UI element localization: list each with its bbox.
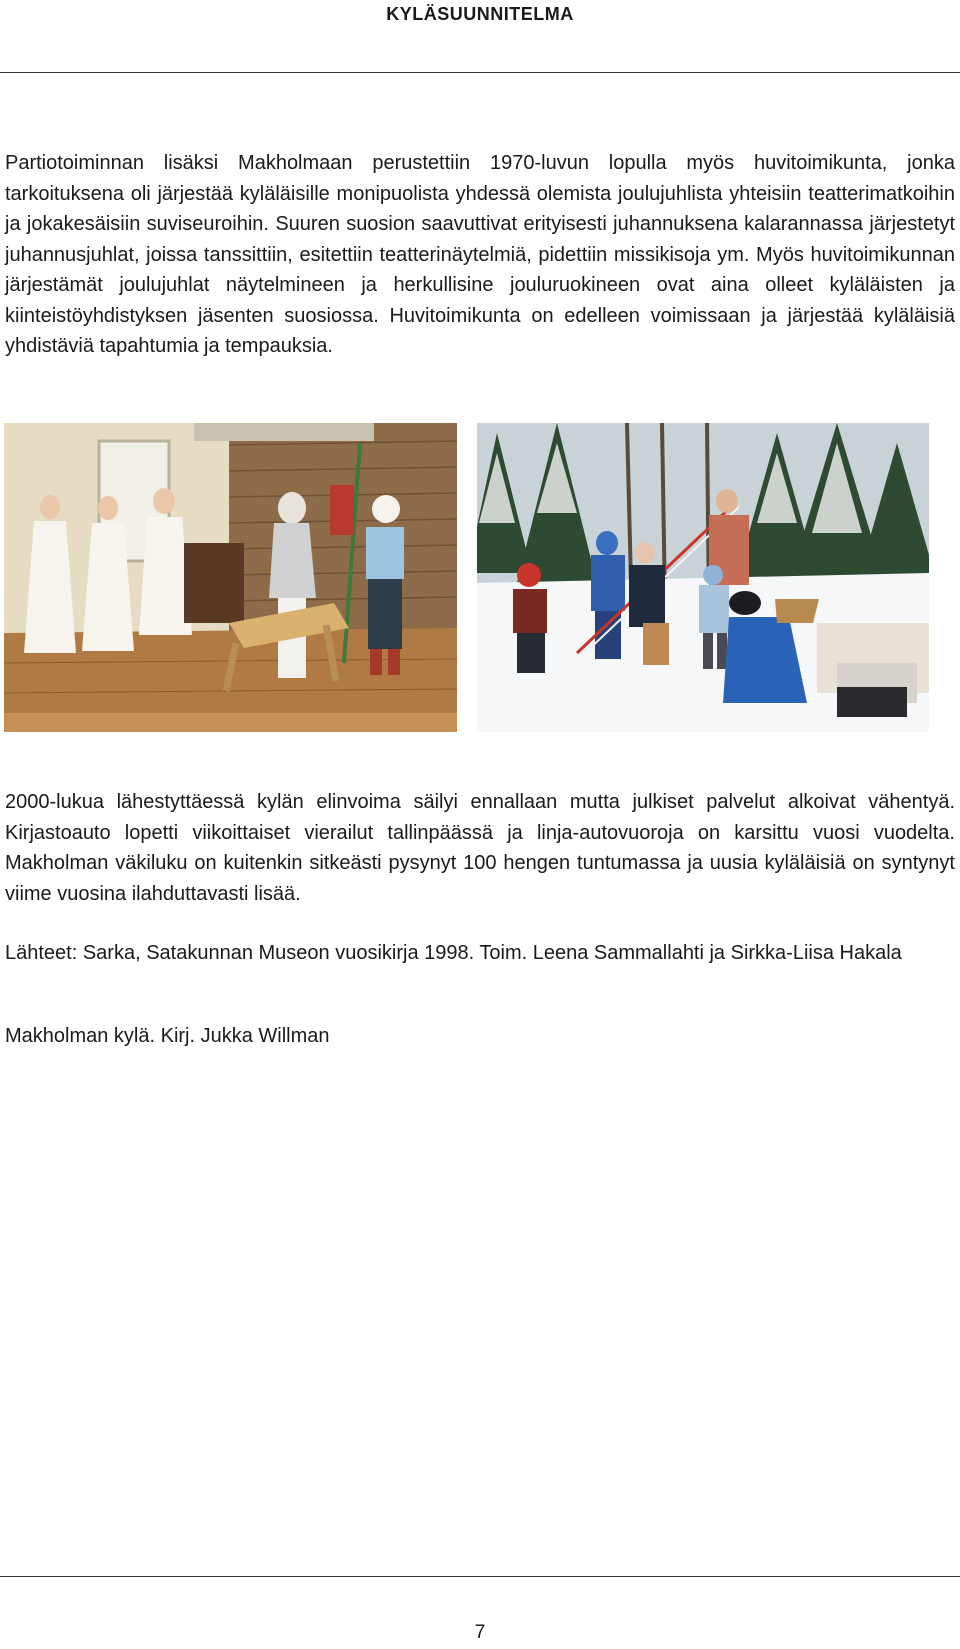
page-number: 7 bbox=[474, 1622, 486, 1643]
footer-divider bbox=[0, 1576, 960, 1577]
sources-line: Lähteet: Sarka, Satakunnan Museon vuosikirja 1998. Toim. Leena Sammallahti ja Sirkka-Liisa Hakala bbox=[5, 942, 902, 964]
photo-christmas-play bbox=[4, 423, 457, 732]
reference-line: Makholman kylä. Kirj. Jukka Willman bbox=[5, 1025, 330, 1047]
header-divider bbox=[0, 72, 960, 73]
paragraph-2000s: 2000-lukua lähestyttäessä kylän elinvoima säilyi ennallaan mutta julkiset palvelut alkoivat vähentyä. Kirjastoauto lopetti viikoittaiset vierailut tallinpäässä ja linja-autovuoroja on karsittu vuosi vuodelta. Makholman väkiluku on kuitenkin sitkeästi pysynyt 100 hengen tuntumassa ja uusia kyläläisiä on syntynyt viime vuosina ilahduttavasti lisää. bbox=[5, 791, 955, 905]
page-header-title: KYLÄSUUNNITELMA bbox=[386, 4, 574, 24]
photo-winter-outing bbox=[477, 423, 929, 732]
paragraph-huvitoimikunta: Partiotoiminnan lisäksi Makholmaan perustettiin 1970-luvun lopulla myös huvitoimikunta, jonka tarkoituksena oli järjestää kyläläisille monipuolista yhdessä olemista joulujuhlista yhteisiin teatterimatkoihin ja jokakesäisiin suviseuroihin. Suuren suosion saavuttivat erityisesti juhannuksena kalarannassa järjestetyt juhannusjuhlat, joissa tanssittiin, esitettiin teatterinäytelmiä, pidettiin missikisoja ym. Myös huvitoimikunnan järjestämät joulujuhlat näytelmineen ja herkullisine jouluruokineen ovat aina olleet kyläläisten ja kiinteistöyhdistyksen jäsenten suosiossa. Huvitoimikunta on edelleen voimissaan ja järjestää kyläläisiä yhdistäviä tapahtumia ja tempauksia. bbox=[5, 152, 955, 357]
